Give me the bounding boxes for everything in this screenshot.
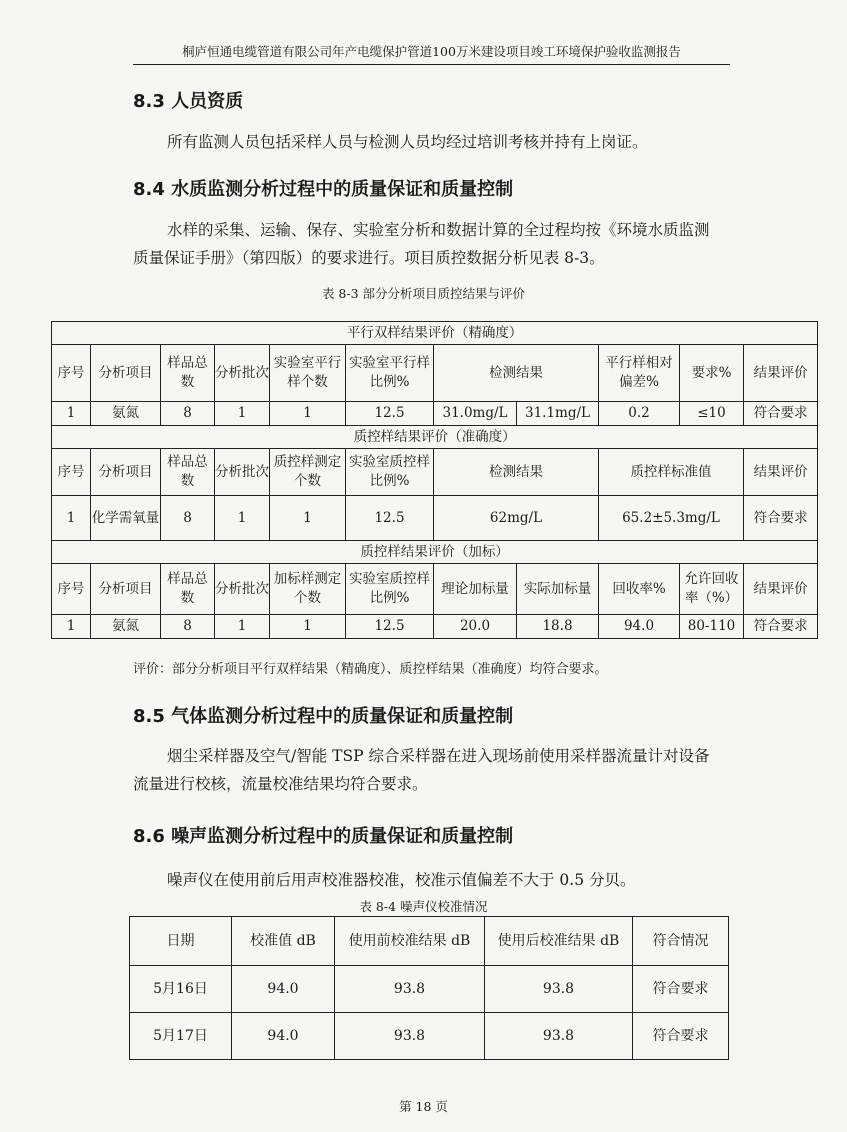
table-cell: 符合要求 <box>744 402 818 426</box>
table-header-cell: 序号 <box>52 449 91 496</box>
table-header-cell: 检测结果 <box>434 345 599 402</box>
table-header-cell: 加标样测定个数 <box>270 564 346 615</box>
table-cell: 94.0 <box>232 966 335 1013</box>
table-cell: 8 <box>161 615 215 639</box>
table-cell: 65.2±5.3mg/L <box>599 496 744 541</box>
table-cell: 1 <box>270 402 346 426</box>
table-header-cell: 分析项目 <box>91 345 161 402</box>
table-header-cell: 实验室质控样比例% <box>346 449 434 496</box>
section-8-4-title: 8.4 水质监测分析过程中的质量保证和质量控制 <box>133 179 514 200</box>
table-header-cell: 样品总数 <box>161 564 215 615</box>
table-8-3-caption: 表 8-3 部分分析项目质控结果与评价 <box>321 286 526 301</box>
table-header-cell: 实验室平行样比例% <box>346 345 434 402</box>
table-header-cell: 实际加标量 <box>517 564 599 615</box>
section-8-3-text: 所有监测人员包括采样人员与检测人员均经过培训考核并持有上岗证。 <box>167 133 648 151</box>
table-cell: 93.8 <box>485 966 633 1013</box>
table-cell: 31.1mg/L <box>517 402 599 426</box>
table-cell: 1 <box>52 615 91 639</box>
table-cell: 符合要求 <box>744 615 818 639</box>
table-cell: 符合要求 <box>633 1013 729 1060</box>
table-cell: 符合要求 <box>744 496 818 541</box>
page-header: 桐庐恒通电缆管道有限公司年产电缆保护管道100万米建设项目竣工环境保护验收监测报告 <box>133 42 730 65</box>
table-header-cell: 日期 <box>130 917 232 966</box>
table-cell: 93.8 <box>485 1013 633 1060</box>
evaluation-note: 评价：部分分析项目平行双样结果（精确度）、质控样结果（准确度）均符合要求。 <box>133 662 608 677</box>
table-cell: 氨氮 <box>91 615 161 639</box>
table-header-cell: 允许回收率（%） <box>680 564 744 615</box>
table-header-cell: 样品总数 <box>161 345 215 402</box>
table-cell: 0.2 <box>599 402 680 426</box>
table-cell: 80-110 <box>680 615 744 639</box>
table-row <box>130 966 729 1013</box>
table-header-cell: 实验室质控样比例% <box>346 564 434 615</box>
table-cell: 94.0 <box>232 1013 335 1060</box>
spike-section-title: 质控样结果评价（加标） <box>52 541 818 564</box>
table-header-cell: 结果评价 <box>744 449 818 496</box>
table-row <box>130 1013 729 1060</box>
qc-section-title: 质控样结果评价（准确度） <box>52 426 818 449</box>
table-header-cell: 实验室平行样个数 <box>270 345 346 402</box>
table-header-cell: 校准值 dB <box>232 917 335 966</box>
table-8-4-caption: 表 8-4 噪声仪校准情况 <box>359 899 488 914</box>
section-8-3-title: 8.3 人员资质 <box>133 91 244 112</box>
table-header-cell: 使用后校准结果 dB <box>485 917 633 966</box>
table-header-cell: 质控样标准值 <box>599 449 744 496</box>
table-cell: 氨氮 <box>91 402 161 426</box>
table-cell: 1 <box>215 402 270 426</box>
section-8-5-text: 烟尘采样器及空气/智能 TSP 综合采样器在进入现场前使用采样器流量计对设备流量进行校核，流量校准结果均符合要求。 <box>133 747 710 793</box>
table-cell: 31.0mg/L <box>434 402 517 426</box>
table-cell: 93.8 <box>335 1013 485 1060</box>
section-8-5-title: 8.5 气体监测分析过程中的质量保证和质量控制 <box>133 706 514 727</box>
section-8-6-title: 8.6 噪声监测分析过程中的质量保证和质量控制 <box>133 826 514 847</box>
table-cell: 94.0 <box>599 615 680 639</box>
table-header-cell: 分析批次 <box>215 449 270 496</box>
table-header-cell: 样品总数 <box>161 449 215 496</box>
table-cell: 1 <box>270 615 346 639</box>
table-header-cell: 检测结果 <box>434 449 599 496</box>
table-header-cell: 理论加标量 <box>434 564 517 615</box>
table-cell: 12.5 <box>346 615 434 639</box>
table-cell: 8 <box>161 402 215 426</box>
table-cell: 20.0 <box>434 615 517 639</box>
table-header-cell: 结果评价 <box>744 564 818 615</box>
table-cell: 62mg/L <box>434 496 599 541</box>
table-cell: 化学需氧量 <box>91 496 161 541</box>
table-header-cell: 符合情况 <box>633 917 729 966</box>
table-cell: ≤10 <box>680 402 744 426</box>
section-8-6-text: 噪声仪在使用前后用声校准器校准，校准示值偏差不大于 0.5 分贝。 <box>167 871 636 889</box>
table-cell: 1 <box>270 496 346 541</box>
table-cell: 93.8 <box>335 966 485 1013</box>
table-header-cell: 序号 <box>52 564 91 615</box>
table-8-3 <box>51 321 818 639</box>
table-cell: 1 <box>215 615 270 639</box>
page-number: 第 18 页 <box>399 1099 448 1114</box>
table-cell: 12.5 <box>346 402 434 426</box>
table-header-cell: 平行样相对偏差% <box>599 345 680 402</box>
table-header-cell: 回收率% <box>599 564 680 615</box>
table-cell: 符合要求 <box>633 966 729 1013</box>
table-cell: 5月17日 <box>130 1013 232 1060</box>
section-8-4-text: 水样的采集、运输、保存、实验室分析和数据计算的全过程均按《环境水质监测质量保证手册》（第四版）的要求进行。项目质控数据分析见表 8-3。 <box>133 221 710 267</box>
table-cell: 12.5 <box>346 496 434 541</box>
table-header-cell: 分析项目 <box>91 449 161 496</box>
table-cell: 5月16日 <box>130 966 232 1013</box>
parallel-section-title: 平行双样结果评价（精确度） <box>52 322 818 345</box>
table-header-cell: 分析批次 <box>215 564 270 615</box>
table-header-cell: 要求% <box>680 345 744 402</box>
table-header-cell: 使用前校准结果 dB <box>335 917 485 966</box>
table-cell: 18.8 <box>517 615 599 639</box>
table-cell: 1 <box>52 496 91 541</box>
table-cell: 1 <box>52 402 91 426</box>
table-header-cell: 序号 <box>52 345 91 402</box>
table-cell: 8 <box>161 496 215 541</box>
table-header-cell: 分析项目 <box>91 564 161 615</box>
table-header-cell: 质控样测定个数 <box>270 449 346 496</box>
table-header-cell: 结果评价 <box>744 345 818 402</box>
table-8-4 <box>129 916 729 1060</box>
table-header-cell: 分析批次 <box>215 345 270 402</box>
table-cell: 1 <box>215 496 270 541</box>
